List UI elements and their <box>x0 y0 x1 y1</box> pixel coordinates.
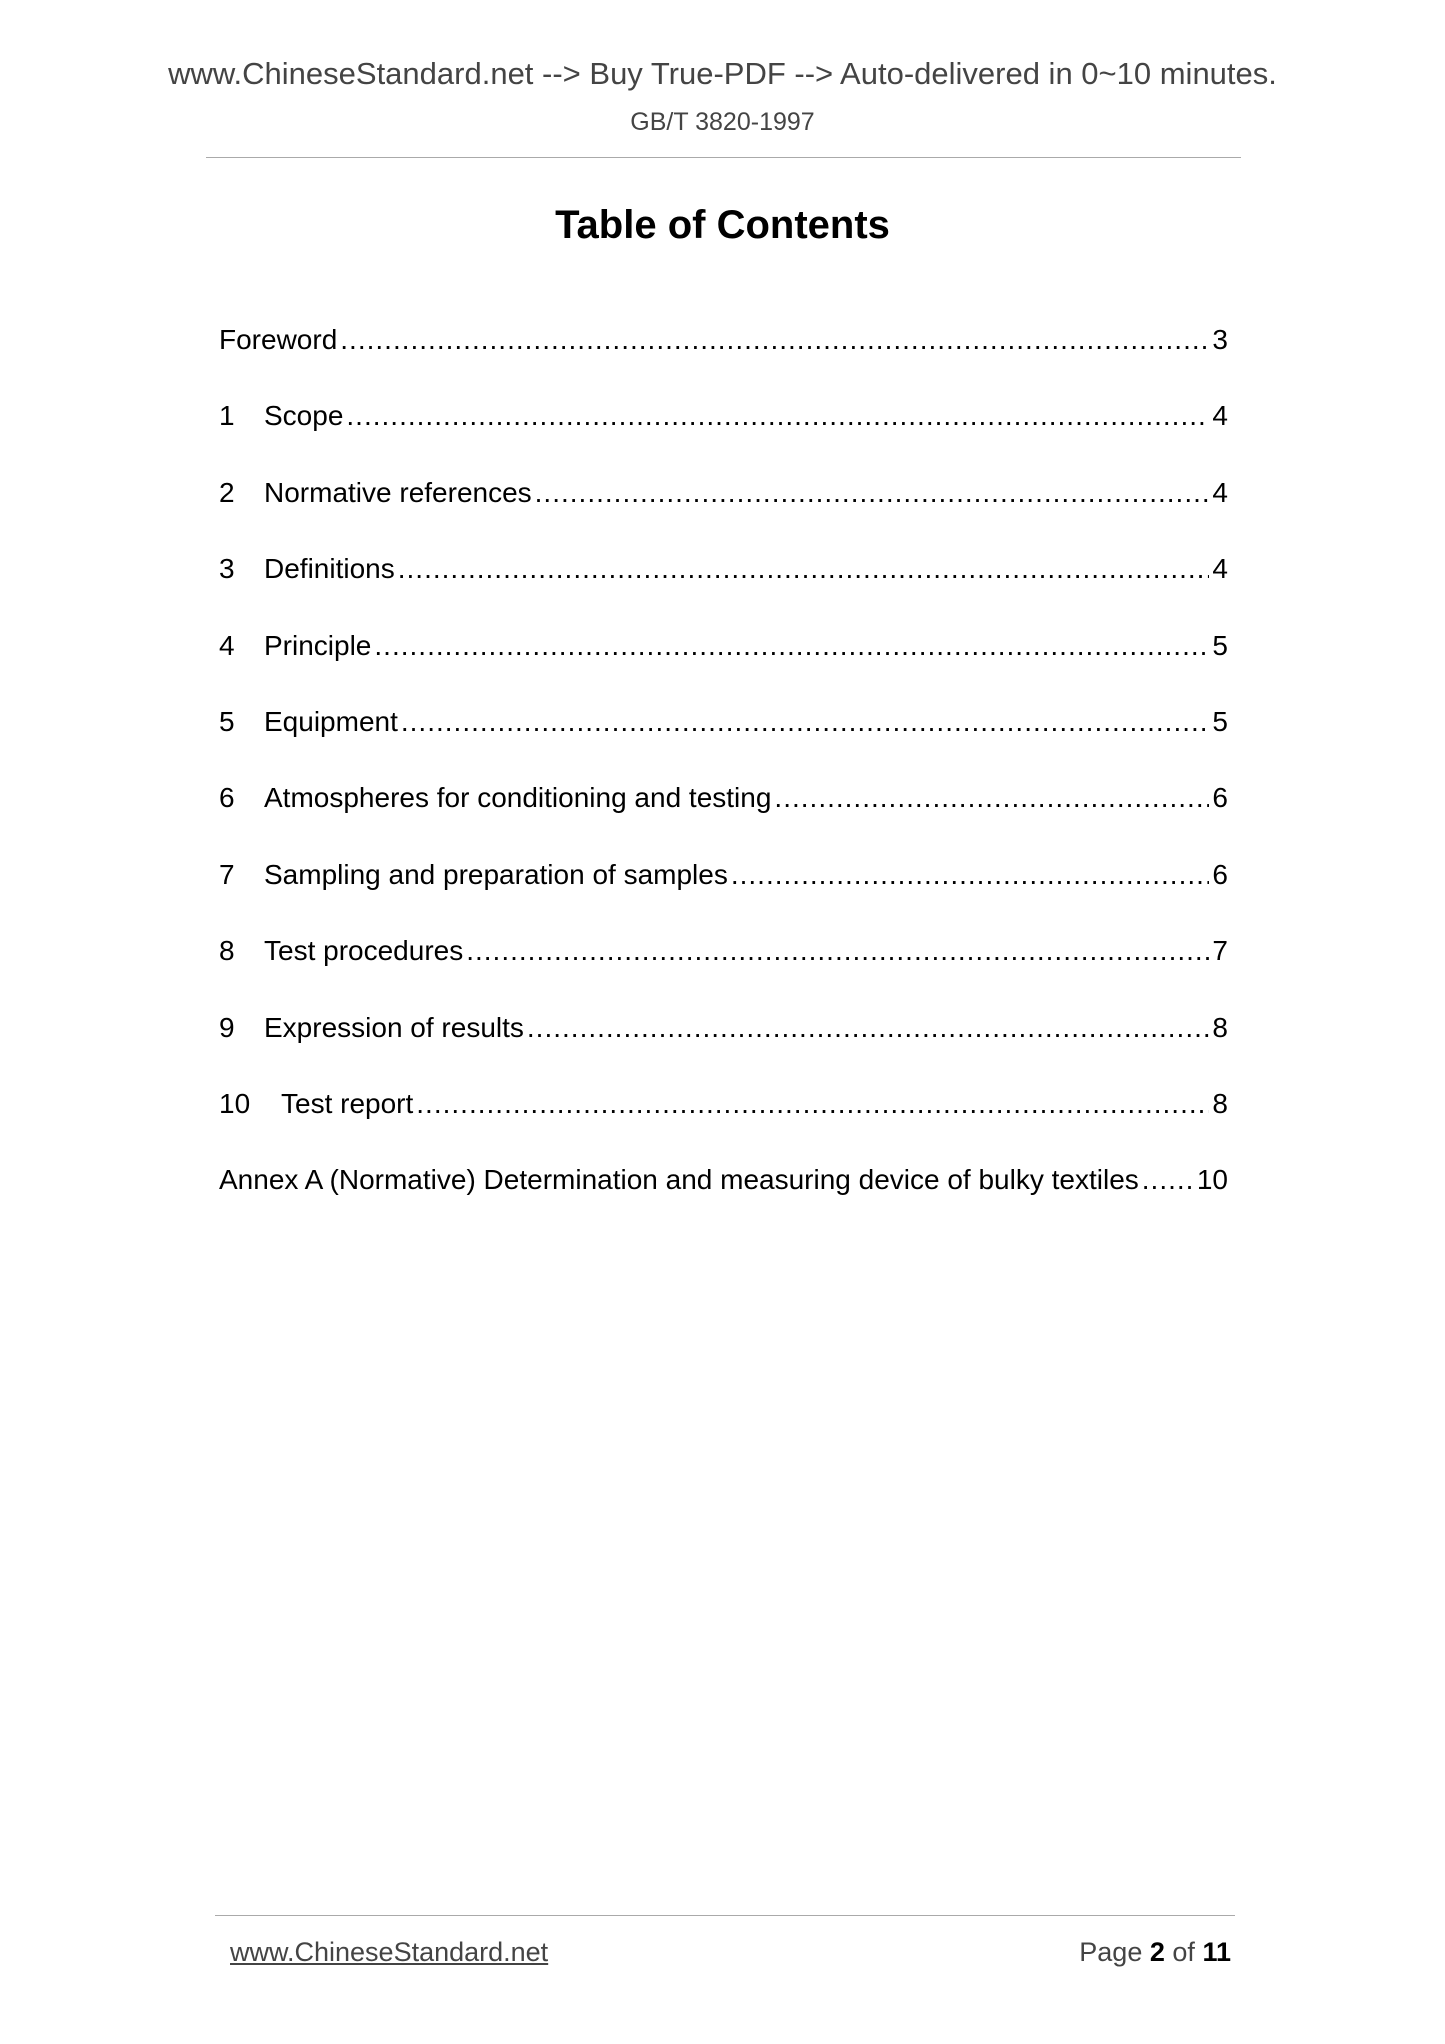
toc-entry-text: Annex A (Normative) Determination and measuring device of bulky textiles <box>219 1164 1139 1196</box>
toc-entry-text: Principle <box>264 629 372 661</box>
toc-entry-page: 4 <box>1212 476 1228 508</box>
toc-entry-page: 6 <box>1212 782 1228 814</box>
toc-entry-number: 8 <box>219 935 235 967</box>
toc-list <box>219 322 1228 1239</box>
toc-leader <box>340 322 1209 358</box>
toc-entry-scope[interactable] <box>219 398 1228 474</box>
toc-leader <box>346 398 1209 434</box>
toc-entry-number: 6 <box>219 782 235 814</box>
toc-entry-text: Test report <box>281 1087 414 1119</box>
toc-entry-foreword[interactable] <box>219 322 1228 398</box>
toc-leader <box>416 1086 1209 1122</box>
toc-entry-definitions[interactable] <box>219 551 1228 627</box>
toc-entry-page: 5 <box>1212 629 1228 661</box>
toc-entry-number: 10 <box>219 1087 251 1119</box>
footer-website-link[interactable]: www.ChineseStandard.net <box>230 1937 549 1967</box>
page-prefix: Page <box>1079 1937 1143 1967</box>
toc-entry-text: Definitions <box>264 553 395 585</box>
toc-entry-expression-of-results[interactable] <box>219 1010 1228 1086</box>
toc-leader <box>466 933 1209 969</box>
toc-entry-page: 10 <box>1196 1164 1228 1196</box>
toc-leader <box>731 857 1210 893</box>
toc-leader <box>398 551 1210 587</box>
toc-entry-text: Expression of results <box>264 1011 524 1043</box>
toc-entry-page: 5 <box>1212 705 1228 737</box>
page-total: 11 <box>1202 1937 1231 1967</box>
toc-entry-page: 4 <box>1212 553 1228 585</box>
footer-divider <box>215 1915 1235 1916</box>
toc-entry-text: Equipment <box>264 705 398 737</box>
toc-leader <box>401 704 1210 740</box>
header-banner: www.ChineseStandard.net --> Buy True-PDF --> Auto-delivered in 0~10 minutes. <box>168 56 1277 91</box>
toc-entry-sampling[interactable] <box>219 857 1228 933</box>
toc-entry-number: 4 <box>219 629 235 661</box>
toc-entry-page: 7 <box>1212 935 1228 967</box>
page-of: of <box>1172 1937 1195 1967</box>
toc-entry-number: 9 <box>219 1011 235 1043</box>
toc-entry-page: 8 <box>1212 1011 1228 1043</box>
toc-entry-text: Atmospheres for conditioning and testing <box>264 782 772 814</box>
header-doc-id: GB/T 3820-1997 <box>630 108 815 136</box>
toc-entry-number: 7 <box>219 858 235 890</box>
toc-entry-number: 5 <box>219 705 235 737</box>
toc-entry-page: 8 <box>1212 1087 1228 1119</box>
toc-entry-text: Sampling and preparation of samples <box>264 858 728 890</box>
page-indicator <box>1079 1939 1231 1966</box>
toc-entry-number: 1 <box>219 400 235 432</box>
header-divider <box>206 157 1241 158</box>
toc-entry-test-report[interactable] <box>219 1086 1228 1162</box>
toc-entry-test-procedures[interactable] <box>219 933 1228 1009</box>
toc-leader <box>527 1010 1210 1046</box>
toc-leader <box>1142 1162 1194 1198</box>
toc-entry-principle[interactable] <box>219 628 1228 704</box>
toc-leader <box>535 475 1210 511</box>
page-current: 2 <box>1149 1937 1165 1967</box>
toc-entry-page: 4 <box>1212 400 1228 432</box>
toc-leader <box>374 628 1209 664</box>
toc-entry-number: 2 <box>219 476 235 508</box>
toc-leader <box>774 780 1209 816</box>
toc-entry-page: 3 <box>1212 324 1228 355</box>
toc-entry-equipment[interactable] <box>219 704 1228 780</box>
toc-entry-number: 3 <box>219 553 235 585</box>
toc-entry-text: Foreword <box>219 324 338 355</box>
toc-entry-annex-a[interactable] <box>219 1162 1228 1238</box>
toc-entry-page: 6 <box>1212 858 1228 890</box>
toc-entry-normative-references[interactable] <box>219 475 1228 551</box>
toc-entry-text: Scope <box>264 400 344 432</box>
page-title: Table of Contents <box>555 203 890 247</box>
toc-entry-atmospheres[interactable] <box>219 780 1228 856</box>
toc-entry-text: Normative references <box>264 476 532 508</box>
toc-entry-text: Test procedures <box>264 935 464 967</box>
